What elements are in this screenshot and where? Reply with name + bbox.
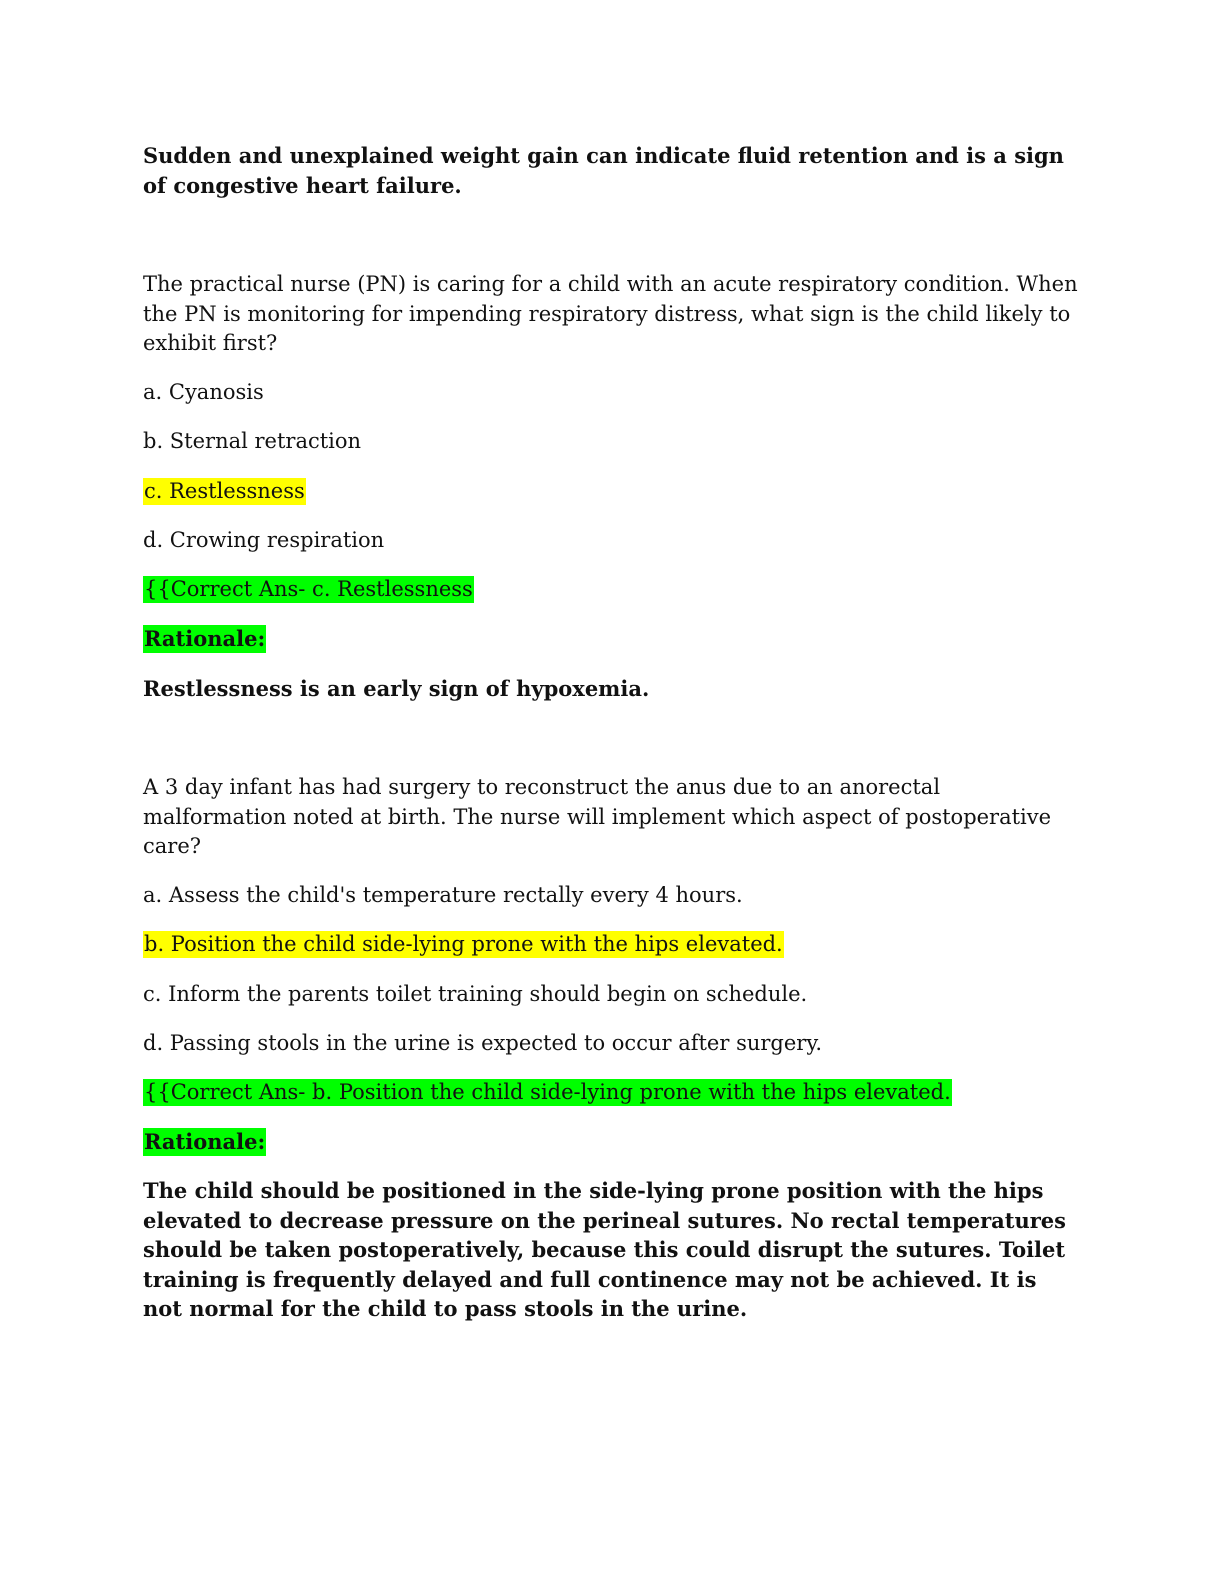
question-2-correct-answer [143, 1078, 952, 1108]
question-2-rationale-label [143, 1127, 266, 1157]
correct-answer-text: {{Correct Ans- c. Restlessness [144, 577, 473, 601]
option-text: d. Crowing respiration [143, 528, 385, 552]
question-1-option-c [143, 477, 306, 507]
highlighted-option-text: c. Restlessness [144, 479, 305, 503]
option-text: c. Inform the parents toilet training should begin on schedule. [143, 982, 808, 1006]
rationale-label-text: Rationale: [144, 626, 266, 651]
correct-answer-text: {{Correct Ans- b. Position the child side-lying prone with the hips elevated. [144, 1080, 951, 1104]
question-1-option-a [143, 378, 264, 408]
question-1-rationale-label [143, 624, 266, 654]
question-1-rationale: Restlessness is an early sign of hypoxemia. [143, 676, 650, 701]
question-2-rationale: The child should be positioned in the side-lying prone position with the hips elevated to decrease pressure on the perineal sutures. No rectal temperatures should be taken postoperatively, because this could disrupt the sutures. Toilet training is frequently delayed and full continence may not be achieved. It is not normal for the child to pass stools in the urine. [143, 1178, 1066, 1321]
option-text: d. Passing stools in the urine is expected to occur after surgery. [143, 1031, 823, 1055]
option-text: a. Assess the child's temperature rectally every 4 hours. [143, 883, 743, 907]
question-1-option-d [143, 526, 384, 556]
question-2-option-c [143, 980, 807, 1010]
question-2-stem: A 3 day infant has had surgery to reconstruct the anus due to an anorectal malformation noted at birth. The nurse will implement which aspect of postoperative care? [143, 775, 1052, 858]
question-1-stem: The practical nurse (PN) is caring for a child with an acute respiratory condition. When the PN is monitoring for impending respiratory distress, what sign is the child likely to exhibit first? [143, 272, 1078, 355]
question-2-option-a [143, 881, 743, 911]
question-1-correct-answer [143, 575, 474, 605]
rationale-label-text: Rationale: [144, 1129, 266, 1154]
option-text: a. Cyanosis [143, 380, 264, 404]
question-1-option-b [143, 427, 361, 457]
option-text: b. Sternal retraction [143, 429, 362, 453]
question-2-option-d [143, 1029, 822, 1059]
highlighted-option-text: b. Position the child side-lying prone with the hips elevated. [144, 932, 783, 956]
question-2-option-b [143, 930, 784, 960]
intro-rationale-text: Sudden and unexplained weight gain can indicate fluid retention and is a sign of congestive heart failure. [143, 143, 1064, 198]
